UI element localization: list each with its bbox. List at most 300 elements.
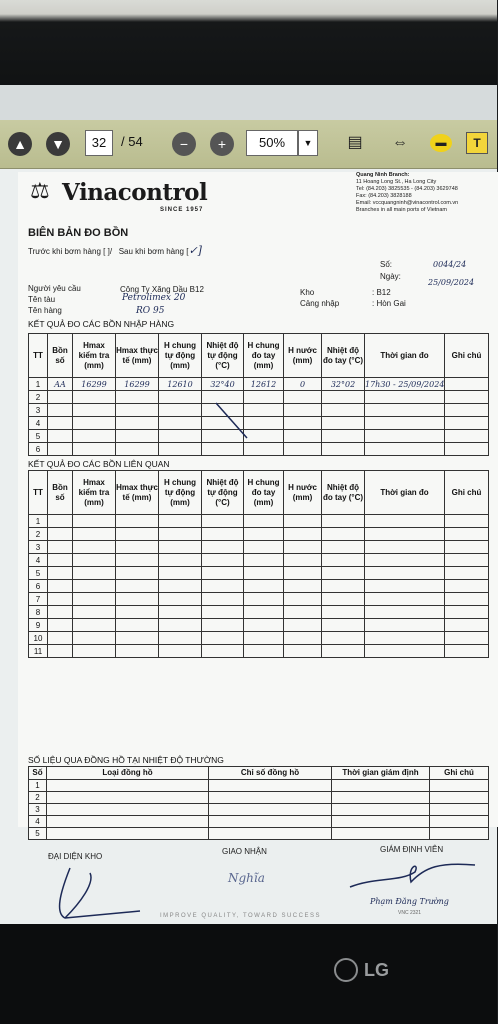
inspector-code: VNC 2321 — [398, 910, 422, 916]
table-cell — [244, 632, 284, 645]
table-row — [29, 443, 489, 456]
fit-page-icon[interactable]: ▤ — [347, 134, 363, 151]
table-cell — [445, 619, 489, 632]
table-cell — [332, 780, 430, 792]
column-header: Ghi chú — [445, 471, 489, 515]
table-cell — [244, 554, 284, 567]
table-cell — [244, 606, 284, 619]
date-label: Ngày: — [380, 272, 401, 281]
table-cell — [284, 645, 322, 658]
table-row — [29, 515, 489, 528]
table-cell — [202, 541, 244, 554]
table-cell — [73, 443, 116, 456]
table-row — [29, 606, 489, 619]
table-cell — [284, 430, 322, 443]
inspector-label: GIÁM ĐỊNH VIÊN — [380, 845, 444, 854]
table2-header-row — [29, 471, 489, 515]
column-header: Loại đồng hồ — [47, 767, 209, 780]
column-header: Hmax kiểm tra (mm) — [73, 334, 116, 378]
table-cell — [48, 632, 73, 645]
branch-name: Quang Ninh Branch: — [356, 172, 410, 178]
table-cell — [284, 554, 322, 567]
table-cell — [445, 580, 489, 593]
column-header: TT — [29, 471, 48, 515]
zoom-in-icon[interactable]: + — [210, 132, 234, 156]
table-cell — [284, 391, 322, 404]
column-header: H chung đo tay (mm) — [244, 334, 284, 378]
table-row — [29, 816, 489, 828]
table-cell — [322, 528, 365, 541]
table-cell — [202, 593, 244, 606]
requester-label: Người yêu cầu — [28, 284, 81, 293]
table-cell — [365, 567, 445, 580]
page-number-input[interactable]: 32 — [85, 130, 113, 156]
table-cell — [47, 804, 209, 816]
table-cell: 4 — [29, 554, 48, 567]
column-header: Nhiệt độ tự động (°C) — [202, 334, 244, 378]
table-cell: 5 — [29, 430, 48, 443]
page-total: / 54 — [121, 134, 143, 149]
vessel-value: Petrolimex 20 — [122, 293, 186, 303]
table-cell: 8 — [29, 606, 48, 619]
table-cell: 4 — [29, 816, 47, 828]
table-row — [29, 404, 489, 417]
table-row — [29, 619, 489, 632]
column-header: Hmax thực tế (mm) — [116, 334, 159, 378]
table-cell — [445, 606, 489, 619]
table-cell — [284, 541, 322, 554]
table-cell — [244, 645, 284, 658]
table-cell — [365, 430, 445, 443]
table-cell — [47, 792, 209, 804]
table-cell: 3 — [29, 541, 48, 554]
table3-title: SỐ LIỆU QUA ĐỒNG HỒ TẠI NHIỆT ĐỘ THƯỜNG — [28, 755, 224, 765]
table-cell — [445, 443, 489, 456]
monitor-bezel — [0, 924, 497, 1024]
table-cell — [116, 645, 159, 658]
table-cell: 3 — [29, 404, 48, 417]
table-cell — [159, 580, 202, 593]
table-cell — [48, 619, 73, 632]
table-cell — [48, 391, 73, 404]
column-header: Hmax kiểm tra (mm) — [73, 471, 116, 515]
table-cell — [159, 541, 202, 554]
table-cell: 16299 — [73, 378, 116, 391]
table-cell — [159, 593, 202, 606]
table-row — [29, 632, 489, 645]
up-arrow-icon[interactable]: ▲ — [8, 132, 32, 156]
column-header: Số — [29, 767, 47, 780]
table-cell — [430, 828, 489, 840]
table-cell — [202, 443, 244, 456]
table-cell — [332, 804, 430, 816]
table-cell — [284, 528, 322, 541]
table-cell — [48, 404, 73, 417]
table-cell: AA — [48, 378, 73, 391]
table-cell: 12610 — [159, 378, 202, 391]
port-label: Cảng nhập — [300, 299, 340, 308]
warehouse-signature — [50, 863, 150, 923]
table-cell — [159, 417, 202, 430]
table-cell: 32°02 — [322, 378, 365, 391]
table-cell: 5 — [29, 567, 48, 580]
table-cell — [116, 391, 159, 404]
table-cell — [202, 567, 244, 580]
table-cell — [445, 417, 489, 430]
dropdown-icon[interactable]: ▼ — [298, 130, 318, 156]
table-cell — [430, 780, 489, 792]
table-cell — [116, 619, 159, 632]
table-cell — [284, 567, 322, 580]
table-cell — [445, 430, 489, 443]
table-cell — [322, 391, 365, 404]
table-cell — [159, 619, 202, 632]
table-cell — [430, 816, 489, 828]
column-header: Ghi chú — [445, 334, 489, 378]
table-row — [29, 792, 489, 804]
table-cell — [244, 580, 284, 593]
table-cell: 7 — [29, 593, 48, 606]
column-header: Bồn số — [48, 471, 73, 515]
monitor-top-bezel — [0, 0, 497, 90]
table-cell — [202, 580, 244, 593]
table-cell — [209, 828, 332, 840]
zoom-out-icon[interactable]: − — [172, 132, 196, 156]
table-cell — [73, 645, 116, 658]
table-cell — [202, 515, 244, 528]
table-cell — [284, 606, 322, 619]
table-row — [29, 567, 489, 580]
column-header: Nhiệt độ đo tay (°C) — [322, 334, 365, 378]
pdf-toolbar — [0, 120, 497, 169]
table-cell: 2 — [29, 792, 47, 804]
column-header: H chung tự động (mm) — [159, 334, 202, 378]
table-cell — [365, 645, 445, 658]
table-cell — [73, 541, 116, 554]
branch-info — [356, 172, 496, 214]
table-cell — [209, 804, 332, 816]
table-cell: 1 — [29, 780, 47, 792]
table-cell — [365, 528, 445, 541]
table-cell — [244, 593, 284, 606]
table-cell — [48, 541, 73, 554]
table-cell — [284, 580, 322, 593]
table-cell — [322, 645, 365, 658]
table-cell: 11 — [29, 645, 48, 658]
table-cell — [322, 515, 365, 528]
table1-header-row — [29, 334, 489, 378]
table-cell — [445, 541, 489, 554]
table-cell — [445, 528, 489, 541]
table-cell — [73, 632, 116, 645]
column-header: TT — [29, 334, 48, 378]
table-cell — [48, 645, 73, 658]
table-cell — [73, 417, 116, 430]
table-cell — [322, 554, 365, 567]
table-cell — [73, 580, 116, 593]
table-cell — [116, 567, 159, 580]
related-tank-table — [28, 470, 489, 658]
table1-title: KẾT QUẢ ĐO CÁC BỒN NHẬP HÀNG — [28, 319, 175, 329]
table-cell: 0 — [284, 378, 322, 391]
table-cell — [244, 619, 284, 632]
table-row — [29, 378, 489, 391]
table-cell — [159, 515, 202, 528]
table-cell — [322, 541, 365, 554]
table-cell — [116, 528, 159, 541]
table-cell — [209, 816, 332, 828]
table-cell — [244, 528, 284, 541]
tank-import-table — [28, 333, 489, 456]
warehouse-rep-label: ĐẠI DIỆN KHO — [48, 852, 103, 861]
column-header: Nhiệt độ tự động (°C) — [202, 471, 244, 515]
table-cell: 17h30 - 25/09/2024 — [365, 379, 445, 389]
monitor-brand: LG — [364, 960, 389, 980]
table-cell — [47, 780, 209, 792]
table-cell — [73, 554, 116, 567]
table-cell — [202, 528, 244, 541]
company-logo: Vinacontrol — [62, 179, 208, 206]
goods-label: Tên hàng — [28, 306, 62, 315]
table-cell — [159, 391, 202, 404]
table-cell — [284, 443, 322, 456]
table-cell — [445, 632, 489, 645]
table-cell — [159, 645, 202, 658]
lg-logo-icon — [334, 958, 358, 982]
table-cell — [365, 404, 445, 417]
table-cell — [47, 828, 209, 840]
table-cell: 2 — [29, 391, 48, 404]
table-cell — [322, 567, 365, 580]
before-pumping-label: Trước khi bơm hàng [ — [28, 247, 106, 256]
fit-width-icon[interactable]: ⇔ — [392, 134, 408, 151]
table-cell — [284, 619, 322, 632]
column-header: H nước (mm) — [284, 471, 322, 515]
table-cell — [159, 404, 202, 417]
column-header: Ghi chú — [430, 767, 489, 780]
table-cell — [116, 515, 159, 528]
table-cell — [332, 828, 430, 840]
delivery-label: GIAO NHẬN — [222, 847, 267, 856]
table-cell — [116, 541, 159, 554]
window-title-area — [0, 85, 497, 120]
after-pumping-label: Sau khi bơm hàng [ — [118, 247, 189, 256]
table-row — [29, 645, 489, 658]
meter-table — [28, 766, 489, 840]
comment-icon[interactable]: ▬ — [430, 134, 452, 152]
table-cell — [209, 792, 332, 804]
table-cell — [159, 430, 202, 443]
document-title: BIÊN BẢN ĐO BỒN — [28, 227, 129, 239]
column-header: H chung đo tay (mm) — [244, 471, 284, 515]
table-cell — [445, 593, 489, 606]
table-cell — [445, 554, 489, 567]
table-cell — [48, 554, 73, 567]
table-cell — [159, 528, 202, 541]
doc-number-value: 0044/24 — [433, 260, 467, 269]
before-pumping-mark: ]/ — [107, 247, 113, 256]
column-header: Thời gian đo — [365, 334, 445, 378]
table-cell — [332, 792, 430, 804]
table-cell — [365, 593, 445, 606]
table-cell — [48, 528, 73, 541]
table-cell — [116, 430, 159, 443]
typewriter-icon[interactable]: T — [466, 132, 488, 154]
table-row — [29, 804, 489, 816]
warehouse-value: : B12 — [372, 288, 391, 297]
table-cell — [73, 430, 116, 443]
table-cell — [202, 606, 244, 619]
table-cell — [284, 593, 322, 606]
table-cell: 1 — [29, 515, 48, 528]
table-cell — [365, 443, 445, 456]
requester-value: Công Ty Xăng Dầu B12 — [120, 285, 204, 294]
table-cell — [202, 619, 244, 632]
table-cell — [159, 606, 202, 619]
table-cell: 32°40 — [202, 378, 244, 391]
table-cell — [322, 606, 365, 619]
column-header: Thời gian đo — [365, 471, 445, 515]
date-value: 25/09/2024 — [428, 278, 475, 287]
table-cell — [48, 443, 73, 456]
table-cell — [47, 816, 209, 828]
table-cell: 1 — [29, 378, 48, 391]
table-cell — [365, 515, 445, 528]
goods-value: RO 95 — [136, 306, 165, 316]
table-cell — [159, 443, 202, 456]
table-cell — [116, 593, 159, 606]
table-cell — [322, 443, 365, 456]
table-cell: 2 — [29, 528, 48, 541]
column-header: Nhiệt độ đo tay (°C) — [322, 471, 365, 515]
table-cell — [244, 443, 284, 456]
pdf-page — [18, 172, 498, 838]
table-cell: 3 — [29, 804, 47, 816]
table-cell: 6 — [29, 443, 48, 456]
column-header: Hmax thực tế (mm) — [116, 471, 159, 515]
table-cell: 16299 — [116, 378, 159, 391]
table-cell — [445, 391, 489, 404]
table-cell — [322, 430, 365, 443]
table2-title: KẾT QUẢ ĐO CÁC BỒN LIÊN QUAN — [28, 459, 170, 469]
table-cell — [365, 606, 445, 619]
table-cell — [322, 580, 365, 593]
vessel-label: Tên tàu — [28, 295, 56, 304]
table-cell — [322, 417, 365, 430]
table-cell — [244, 515, 284, 528]
table-cell — [284, 632, 322, 645]
table-cell — [322, 593, 365, 606]
screen — [0, 85, 497, 925]
table-cell — [48, 515, 73, 528]
table-cell — [430, 792, 489, 804]
table-cell — [365, 632, 445, 645]
column-header: Thời gian giám định — [332, 767, 430, 780]
table-cell — [48, 567, 73, 580]
table-row — [29, 554, 489, 567]
table-cell — [48, 593, 73, 606]
table-row — [29, 417, 489, 430]
doc-number-label: Số: — [380, 260, 393, 269]
table-cell — [365, 554, 445, 567]
table-cell — [159, 567, 202, 580]
port-value: : Hòn Gai — [372, 299, 406, 308]
table-cell: 10 — [29, 632, 48, 645]
table-cell: 4 — [29, 417, 48, 430]
table-cell — [116, 443, 159, 456]
branch-tel: Tel: (84.203) 3825535 - (84.203) 3629748 — [356, 186, 458, 192]
pumping-status — [28, 244, 202, 257]
table-cell — [73, 606, 116, 619]
table-cell — [322, 404, 365, 417]
table-cell — [365, 391, 445, 404]
table-cell — [48, 580, 73, 593]
table-cell — [73, 528, 116, 541]
column-header: Bồn số — [48, 334, 73, 378]
table-row — [29, 430, 489, 443]
table-cell — [322, 632, 365, 645]
table-cell — [116, 417, 159, 430]
table-cell — [445, 515, 489, 528]
table-cell — [159, 632, 202, 645]
table-row — [29, 780, 489, 792]
diagonal-strike-mark — [213, 400, 253, 442]
table3-header-row — [29, 767, 489, 780]
table-cell — [365, 580, 445, 593]
table-cell — [445, 378, 489, 391]
table-cell — [244, 541, 284, 554]
table-row — [29, 541, 489, 554]
table-cell — [202, 632, 244, 645]
logo-tagline: SINCE 1957 — [160, 207, 204, 213]
table-cell — [322, 619, 365, 632]
inspector-name: Phạm Đăng Trường — [370, 897, 449, 906]
delivery-signature: Nghĩa — [228, 871, 265, 885]
table-cell — [48, 430, 73, 443]
table-cell — [430, 804, 489, 816]
table-cell — [202, 645, 244, 658]
company-slogan: IMPROVE QUALITY, TOWARD SUCCESS — [160, 913, 321, 919]
table-cell — [116, 404, 159, 417]
table-cell: 5 — [29, 828, 47, 840]
table-cell — [365, 541, 445, 554]
down-arrow-icon[interactable]: ▼ — [46, 132, 70, 156]
table-row — [29, 528, 489, 541]
table-cell — [73, 567, 116, 580]
table-cell — [159, 554, 202, 567]
table-cell — [73, 515, 116, 528]
warehouse-label: Kho — [300, 288, 315, 297]
table-cell — [48, 417, 73, 430]
table-cell — [365, 619, 445, 632]
table-cell — [73, 619, 116, 632]
table-row — [29, 593, 489, 606]
table-cell — [445, 645, 489, 658]
table-cell — [284, 417, 322, 430]
table-row — [29, 828, 489, 840]
branch-address: 11 Hoang Long St., Ha Long City — [356, 179, 437, 185]
scale-logo-icon: ⚖ — [30, 178, 50, 203]
table-cell — [116, 554, 159, 567]
table-cell — [284, 404, 322, 417]
table-row — [29, 391, 489, 404]
table-cell — [116, 580, 159, 593]
table-cell — [332, 816, 430, 828]
table-cell — [116, 606, 159, 619]
table-cell — [202, 554, 244, 567]
zoom-input[interactable]: 50% — [246, 130, 298, 156]
table-cell — [116, 632, 159, 645]
